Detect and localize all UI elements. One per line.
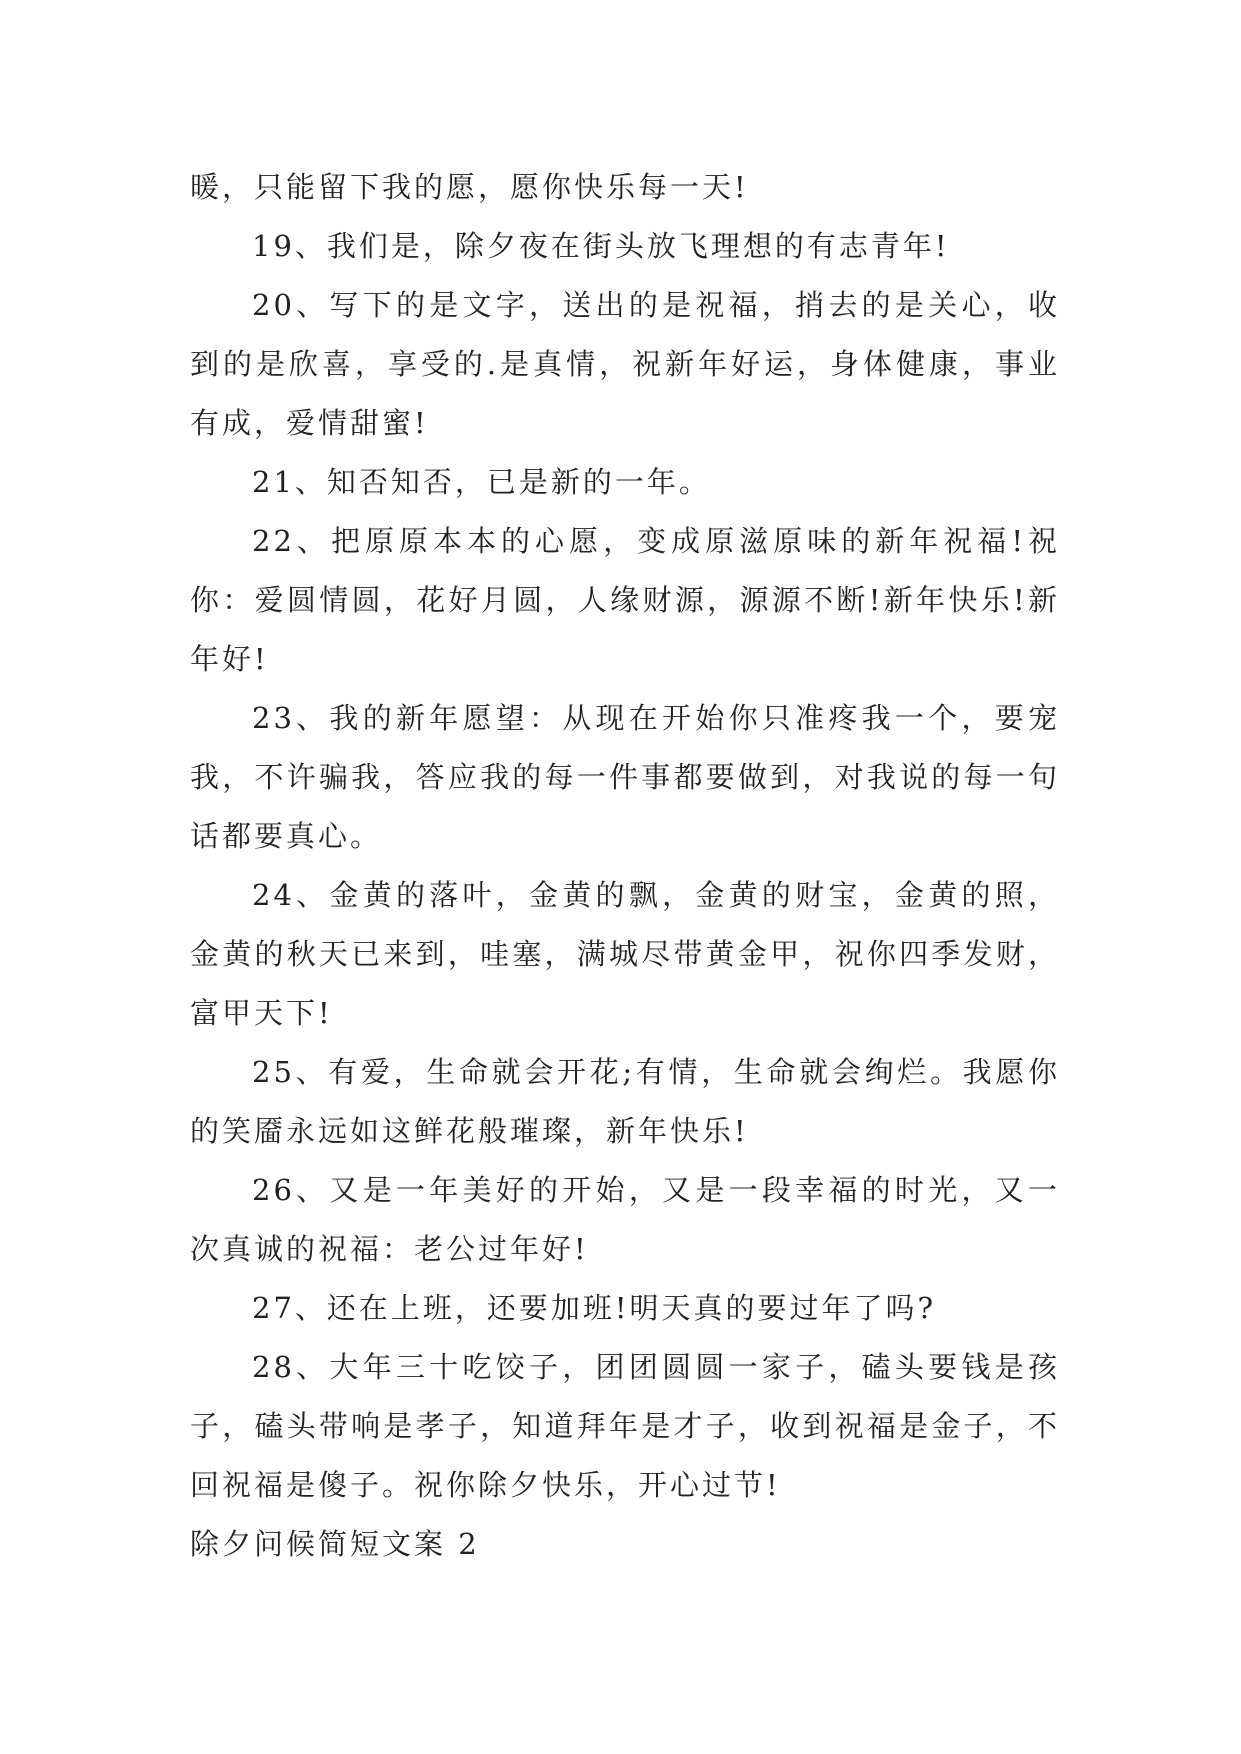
paragraph-19: 19、我们是，除夕夜在街头放飞理想的有志青年!: [252, 229, 950, 263]
paragraph-21: 21、知否知否，已是新的一年。: [252, 465, 711, 499]
paragraph-25: 25、有爱，生命就会开花;有情，生命就会绚烂。我愿你的笑靥永远如这鲜花般璀璨，新年快乐!: [190, 1055, 1060, 1148]
paragraph-27: 27、还在上班，还要加班!明天真的要过年了吗?: [252, 1291, 937, 1325]
paragraph-23: 23、我的新年愿望：从现在开始你只准疼我一个，要宠我，不许骗我，答应我的每一件事都要做到，对我说的每一句话都要真心。: [190, 701, 1060, 853]
section-heading: 除夕问候简短文案 2: [190, 1527, 480, 1561]
paragraph-22: 22、把原原本本的心愿，变成原滋原味的新年祝福!祝你：爱圆情圆，花好月圆，人缘财源，源源不断!新年快乐!新年好!: [190, 524, 1060, 676]
paragraph-24: 24、金黄的落叶，金黄的飘，金黄的财宝，金黄的照，金黄的秋天已来到，哇塞，满城尽带黄金甲，祝你四季发财，富甲天下!: [190, 878, 1060, 1030]
paragraph-28: 28、大年三十吃饺子，团团圆圆一家子，磕头要钱是孩子，磕头带响是孝子，知道拜年是才子，收到祝福是金子，不回祝福是傻子。祝你除夕快乐，开心过节!: [190, 1350, 1060, 1502]
paragraph-20: 20、写下的是文字，送出的是祝福，捎去的是关心，收到的是欣喜，享受的.是真情，祝新年好运，身体健康，事业有成，爱情甜蜜!: [190, 288, 1060, 440]
document-body: [190, 158, 1060, 1574]
paragraph-26: 26、又是一年美好的开始，又是一段幸福的时光，又一次真诚的祝福：老公过年好!: [190, 1173, 1060, 1266]
paragraph-continued: 暖，只能留下我的愿，愿你快乐每一天!: [190, 170, 749, 204]
